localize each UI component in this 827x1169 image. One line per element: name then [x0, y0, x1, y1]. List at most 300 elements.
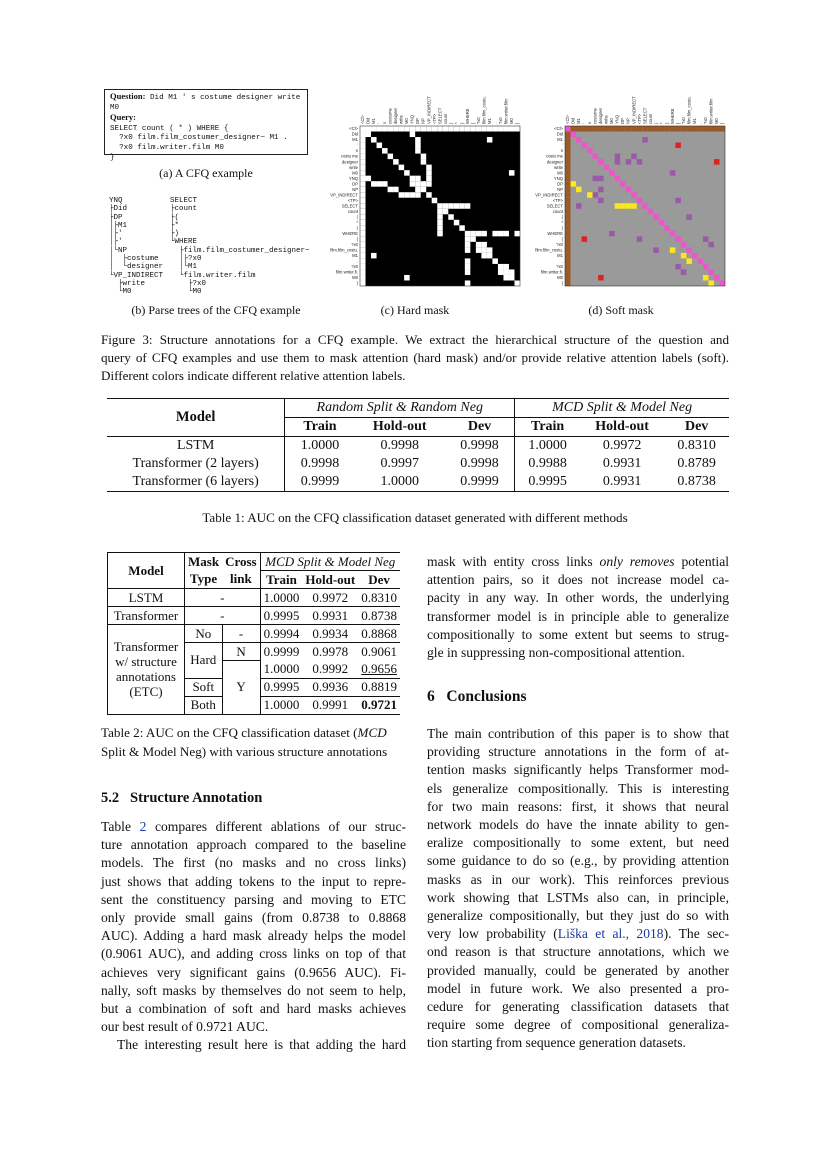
mask-top-label: DP: [415, 118, 421, 124]
table2-header-mask: Mask: [188, 554, 220, 570]
mask-top-label: count: [647, 113, 653, 124]
paragraph-line: pacity in any way. In other words, the underlying: [427, 590, 729, 606]
mask-cell: [432, 198, 438, 204]
hard-mask-figure: [315, 92, 520, 298]
mask-cell: [393, 159, 399, 165]
mask-top-label: designer: [393, 107, 399, 124]
table2-cell: 0.9934: [312, 625, 349, 641]
mask-cell: [565, 154, 571, 160]
table1-subheader: Hold-out: [595, 419, 649, 434]
mask-cell: [404, 170, 410, 176]
mask-left-label: .: [356, 258, 358, 264]
table2-cell: 0.9931: [312, 607, 349, 623]
mask-top-label: SELECT: [437, 107, 443, 124]
paragraph-line: provided manually, could be generated by another: [427, 962, 729, 978]
mask-top-label: VP_INDIRECT: [631, 96, 637, 124]
mask-top-label: M0: [509, 118, 515, 124]
question-text: Did M1 ' s costume designer write M0: [110, 94, 301, 112]
table-row: [107, 473, 729, 492]
etc-label-line: annotations: [116, 669, 176, 685]
mask-left-label: M1: [352, 137, 358, 143]
mask-top-label: NP: [625, 118, 631, 124]
table1-cell: 0.9998: [445, 437, 515, 456]
mask-cell: [686, 258, 692, 264]
paragraph-line: ture annotation approach compared to the baseline: [101, 837, 406, 853]
mask-top-label: s: [382, 121, 388, 124]
mask-cell: [503, 126, 509, 132]
mask-cell: [587, 148, 593, 154]
table2-header-cross: Cross: [222, 553, 260, 571]
table1-header-model: Model: [107, 399, 285, 437]
mask-cell: [565, 242, 571, 248]
mask-cell: [360, 159, 366, 165]
table1-cell: 0.9931: [602, 474, 642, 489]
mask-cell: [465, 242, 471, 248]
mask-cell: [593, 126, 599, 132]
mask-top-label: YNQ: [614, 114, 620, 124]
mask-cell: [437, 209, 443, 215]
mask-cell: [670, 170, 676, 176]
mask-cell: [565, 148, 571, 154]
mask-top-label: VP_INDIRECT: [426, 96, 432, 124]
paragraph-line: model in future work. We also presented a pro-: [427, 980, 729, 996]
table1-model-cell: Transformer (6 layers): [107, 473, 285, 492]
mask-top-label: ): [664, 122, 670, 124]
caption-line: query of CFQ examples and use them to mask attention (hard mask) and/or provide relative attention labels (soft).: [101, 350, 729, 365]
table2-cell: 1.0000: [263, 589, 300, 605]
mask-cell: [637, 126, 643, 132]
mask-cell: [576, 203, 582, 209]
table1-cell: 0.9999: [300, 474, 340, 489]
mask-cell: [360, 253, 366, 259]
mask-cell: [620, 181, 626, 187]
mask-cell: [631, 203, 637, 209]
table1-model-cell: Transformer (2 layers): [107, 455, 285, 473]
mask-cell: [421, 126, 427, 132]
mask-cell: [576, 126, 582, 132]
paragraph-line: attention pairs, so it does not increase model ca-: [427, 572, 729, 588]
table1-subheader: Dev: [445, 418, 515, 437]
mask-cell: [437, 220, 443, 226]
mask-top-label: <TP>: [636, 113, 642, 124]
mask-cell: [382, 126, 388, 132]
mask-left-label: {: [356, 236, 358, 242]
mask-cell: [670, 231, 676, 237]
query-line: ?x0 film.film_costumer_designer~ M1 .: [110, 134, 288, 143]
mask-left-label: Did: [556, 131, 563, 137]
paragraph-line: tion starting from sequence generation datasets.: [427, 1035, 686, 1051]
mask-cell: [426, 170, 432, 176]
mask-cell: [565, 187, 571, 193]
table2-cell: 0.9061: [361, 643, 397, 659]
mask-cell: [459, 225, 465, 231]
mask-cell: [609, 126, 615, 132]
mask-left-label: (: [561, 214, 563, 220]
mask-cell: [410, 192, 416, 198]
table2-header-mask-type: Type: [189, 571, 218, 587]
mask-top-label: (: [448, 122, 454, 124]
mask-top-label: ?x0: [475, 117, 481, 124]
mask-cell: [360, 209, 366, 215]
query-line: }: [110, 153, 115, 162]
mask-cell: [615, 126, 621, 132]
table2-mask-cell: Both: [185, 696, 223, 714]
mask-cell: [388, 154, 394, 160]
mask-cell: [465, 258, 471, 264]
mask-cell: [498, 231, 504, 237]
mask-top-label: costume: [592, 108, 598, 124]
mask-cell: [371, 126, 377, 132]
etc-label-line: w/ structure: [115, 654, 177, 670]
mask-top-label: DP: [620, 118, 626, 124]
mask-cell: [415, 143, 421, 149]
mask-cell: [692, 126, 698, 132]
mask-cell: [360, 258, 366, 264]
mask-cell: [598, 176, 604, 182]
mask-cell: [487, 137, 493, 143]
mask-top-label: .: [492, 122, 498, 124]
mask-left-label: ?x0: [351, 242, 358, 248]
mask-cell: [437, 203, 443, 209]
mask-cell: [571, 181, 577, 187]
right-column-paragraph: [427, 553, 729, 662]
mask-left-label: costu me: [341, 153, 358, 159]
table2-cell: 1.0000: [263, 661, 300, 676]
mask-left-label: film.writer.fi.: [540, 269, 563, 275]
mask-cell: [360, 275, 366, 281]
mask-cell: [432, 126, 438, 132]
mask-cell: [410, 176, 416, 182]
mask-top-label: M1: [691, 118, 697, 124]
table1: [107, 398, 729, 492]
mask-cell: [426, 176, 432, 182]
mask-top-label: M0: [609, 118, 615, 124]
mask-cell: [582, 126, 588, 132]
mask-cell: [565, 137, 571, 143]
hard-mask-plot: [315, 92, 520, 298]
mask-left-label: DP: [557, 181, 563, 187]
mask-cell: [593, 154, 599, 160]
mask-left-label: <Cl>: [554, 126, 563, 132]
mask-left-label: ): [561, 225, 563, 231]
mask-cell: [377, 181, 383, 187]
mask-cell: [598, 126, 604, 132]
mask-left-label: WHERE: [342, 230, 358, 236]
mask-cell: [565, 143, 571, 149]
paragraph-line: The interesting result here is that adding the hard: [117, 1037, 406, 1053]
etc-label-line: Transformer: [113, 639, 179, 655]
table2-cell: -: [185, 589, 261, 607]
table1-cell: 0.9997: [380, 456, 419, 471]
mask-cell: [360, 225, 366, 231]
paragraph-line: generalize compositionally, but they just do so with: [427, 908, 729, 924]
mask-cell: [503, 275, 509, 281]
mask-left-label: M1: [352, 253, 358, 259]
mask-cell: [565, 236, 571, 242]
mask-top-label: write: [398, 115, 404, 124]
table-ref-link[interactable]: 2: [139, 819, 147, 834]
table2-caption-line: Table 2: AUC on the CFQ classification dataset (MCD: [101, 725, 387, 740]
mask-cell: [476, 231, 482, 237]
table2-cell: 0.9972: [312, 589, 349, 605]
table2-cell: 0.9999: [263, 643, 300, 659]
table2-header-holdout: Hold-out: [305, 571, 356, 587]
mask-cell: [421, 187, 427, 193]
mask-left-label: Did: [351, 131, 358, 137]
mask-left-label: NP: [352, 186, 358, 192]
mask-left-label: count: [347, 208, 358, 214]
table2-model-cell: LSTM: [108, 589, 185, 607]
query-line: SELECT count ( * ) WHERE {: [110, 124, 229, 133]
mask-cell: [686, 126, 692, 132]
mask-cell: [459, 203, 465, 209]
mask-cell: [360, 137, 366, 143]
mask-cell: [426, 165, 432, 171]
mask-cell: [565, 176, 571, 182]
mask-cell: [454, 126, 460, 132]
mask-cell: [681, 126, 687, 132]
mask-cell: [626, 126, 632, 132]
query-label: Query:: [110, 112, 136, 123]
mask-top-label: {: [470, 122, 476, 124]
table2-header-train: Train: [266, 571, 297, 587]
mask-cell: [360, 126, 366, 132]
mask-cell: [360, 236, 366, 242]
mask-cell: [565, 165, 571, 171]
mask-cell: [465, 264, 471, 270]
mask-top-label: SELECT: [642, 107, 648, 124]
table1-group1: Random Split & Random Neg: [285, 399, 515, 418]
mask-cell: [565, 253, 571, 259]
mask-cell: [659, 220, 665, 226]
mask-cell: [481, 126, 487, 132]
paragraph-line: require some degree of compositional generaliza-: [427, 1017, 729, 1033]
mask-top-label: film.film_costu.: [686, 96, 692, 124]
mask-cell: [498, 264, 504, 270]
mask-left-label: count: [552, 208, 563, 214]
mask-cell: [615, 154, 621, 160]
mask-cell: [393, 187, 399, 193]
table-row: [108, 589, 400, 607]
mask-cell: [675, 126, 681, 132]
mask-cell: [465, 236, 471, 242]
table2-caption: [101, 723, 406, 761]
mask-left-label: write: [554, 164, 563, 170]
mask-cell: [360, 148, 366, 154]
mask-cell: [360, 132, 366, 138]
mask-cell: [465, 269, 471, 275]
mask-left-label: }: [561, 280, 563, 286]
mask-cell: [476, 242, 482, 248]
mask-cell: [620, 126, 626, 132]
cfq-example-box: [104, 89, 308, 162]
mask-cell: [360, 214, 366, 220]
mask-left-label: s: [560, 148, 563, 154]
mask-cell: [565, 225, 571, 231]
mask-cell: [642, 203, 648, 209]
table2-mask-cell: No: [185, 625, 223, 643]
mask-top-label: {: [675, 122, 681, 124]
mask-cell: [399, 126, 405, 132]
mask-cell: [626, 159, 632, 165]
mask-cell: [631, 192, 637, 198]
table1-cell: 0.9998: [445, 455, 515, 473]
mask-cell: [454, 220, 460, 226]
mask-left-label: M0: [352, 275, 358, 281]
mask-cell: [415, 148, 421, 154]
mask-left-label: <Cl>: [349, 126, 358, 132]
mask-cell: [565, 275, 571, 281]
paragraph-line: AUC). Adding a hard mask already helps the model: [101, 928, 406, 944]
mask-top-label: }: [514, 122, 520, 124]
mask-cell: [360, 198, 366, 204]
mask-left-label: VP_INDIRECT: [535, 192, 563, 198]
table1-subheader: Hold-out: [372, 419, 427, 434]
paragraph-line: providing structure annotations in the form of at-: [427, 744, 729, 760]
mask-cell: [426, 181, 432, 187]
mask-cell: [681, 242, 687, 248]
mask-left-label: M1: [557, 137, 563, 143]
mask-cell: [681, 269, 687, 275]
mask-left-label: <TP>: [552, 197, 563, 203]
mask-cell: [410, 126, 416, 132]
mask-cell: [582, 236, 588, 242]
mask-left-label: NP: [557, 186, 563, 192]
mask-cell: [565, 159, 571, 165]
subcaption-a: (a) A CFQ example: [159, 166, 253, 180]
table1-cell: 0.9998: [380, 438, 419, 453]
mask-cell: [598, 187, 604, 193]
question-label: Question:: [110, 91, 146, 101]
mask-cell: [487, 126, 493, 132]
mask-cell: [604, 126, 610, 132]
mask-cell: [470, 236, 476, 242]
mask-top-label: WHERE: [464, 108, 470, 124]
query-line: ?x0 film.writer.film M0: [110, 143, 224, 152]
etc-label-line: (ETC): [129, 684, 163, 700]
mask-cell: [664, 126, 670, 132]
mask-cell: [360, 176, 366, 182]
paragraph-line: just shows that adding tokens to the input to repre-: [101, 873, 406, 889]
mask-top-label: ': [376, 123, 382, 124]
table1-cell: 0.8738: [677, 474, 716, 489]
paragraph-line: transformer model is in principle able to generalize: [427, 608, 729, 624]
mask-cell: [648, 209, 654, 215]
mask-cell: [404, 126, 410, 132]
table2-cross-cell: Y: [222, 661, 260, 715]
mask-cell: [481, 242, 487, 248]
mask-cell: [470, 231, 476, 237]
mask-cell: [503, 269, 509, 275]
paragraph-line: sent the constituency parsing and moving to ETC: [101, 891, 406, 907]
mask-cell: [565, 126, 571, 132]
caption-line: Figure 3: Structure annotations for a CFQ example. We extract the hierarchical structure of the question and: [101, 332, 729, 347]
mask-cell: [388, 187, 394, 193]
table2-cell: 1.0000: [263, 697, 300, 712]
mask-top-label: count: [442, 113, 448, 124]
mask-left-label: YNQ: [348, 175, 358, 181]
paragraph-line: mask with entity cross links only removes potential: [427, 554, 730, 569]
mask-cell: [697, 126, 703, 132]
mask-top-label: }: [719, 122, 725, 124]
mask-cell: [565, 247, 571, 253]
mask-cell: [609, 170, 615, 176]
mask-top-label: ?x0: [702, 117, 708, 124]
mask-cell: [360, 231, 366, 237]
mask-left-label: M0: [557, 275, 563, 281]
paragraph-line: masks as in our work). This reinforces previous: [427, 871, 729, 887]
table1-cell: 0.9995: [528, 474, 567, 489]
mask-cell: [719, 280, 725, 286]
paragraph-line: achieves very significant gains (0.9656 AUC). Fi-: [101, 964, 406, 980]
mask-cell: [415, 187, 421, 193]
mask-left-label: ?x0: [351, 264, 358, 270]
mask-cell: [437, 231, 443, 237]
mask-cell: [426, 192, 432, 198]
mask-cell: [443, 209, 449, 215]
table2-cell: 0.9656: [361, 661, 397, 676]
mask-top-label: *: [453, 122, 459, 124]
mask-cell: [719, 126, 725, 132]
soft-mask-figure: [520, 92, 732, 298]
mask-cell: [371, 181, 377, 187]
paragraph-line: but a combination of soft and hard masks achieves: [101, 1001, 406, 1017]
mask-cell: [404, 192, 410, 198]
mask-left-label: costu me: [546, 153, 563, 159]
paragraph-line: (0.9061 AUC), and adding cross links on top of that: [101, 946, 406, 962]
mask-cell: [360, 247, 366, 253]
section52-paragraph: [101, 818, 406, 1055]
mask-top-label: film.film_costu.: [481, 96, 487, 124]
mask-cell: [697, 258, 703, 264]
mask-cell: [587, 192, 593, 198]
table1-cell: 0.9931: [602, 456, 642, 471]
mask-cell: [703, 264, 709, 270]
mask-cell: [371, 253, 377, 259]
mask-cell: [565, 214, 571, 220]
table2-cell: -: [185, 607, 261, 625]
table2-cell: 0.8868: [361, 625, 397, 641]
mask-top-label: film.writer.film: [503, 98, 509, 124]
paragraph-line: work showing that LSTMs also can, in principle,: [427, 889, 729, 905]
paragraph-line: The main contribution of this paper is to show that: [427, 726, 729, 741]
table1-cell: 1.0000: [300, 438, 340, 453]
paragraph-line: some guidance to do so (e.g., by providing attention: [427, 853, 729, 869]
mask-left-label: s: [355, 148, 358, 154]
paragraph-line: compositionally to some extent but seems to strug-: [427, 626, 729, 642]
mask-cell: [675, 264, 681, 270]
mask-cell: [571, 126, 577, 132]
mask-cell: [426, 126, 432, 132]
mask-cell: [598, 198, 604, 204]
citation-link[interactable]: Liška et al., 2018: [557, 926, 664, 942]
mask-cell: [714, 159, 720, 165]
mask-left-label: M1: [557, 253, 563, 259]
mask-cell: [366, 132, 372, 138]
mask-left-label: film.writer.fi.: [335, 269, 358, 275]
table1-caption: Table 1: AUC on the CFQ classification dataset generated with different methods: [202, 510, 628, 525]
mask-cell: [498, 126, 504, 132]
mask-left-label: designer: [546, 159, 563, 165]
mask-top-label: Did: [570, 117, 576, 124]
mask-cell: [631, 126, 637, 132]
mask-top-label: Did: [365, 117, 371, 124]
mask-left-label: SELECT: [341, 203, 358, 209]
mask-cell: [360, 192, 366, 198]
mask-left-label: M0: [557, 170, 563, 176]
mask-cell: [360, 280, 366, 286]
mask-top-label: M1: [576, 118, 582, 124]
